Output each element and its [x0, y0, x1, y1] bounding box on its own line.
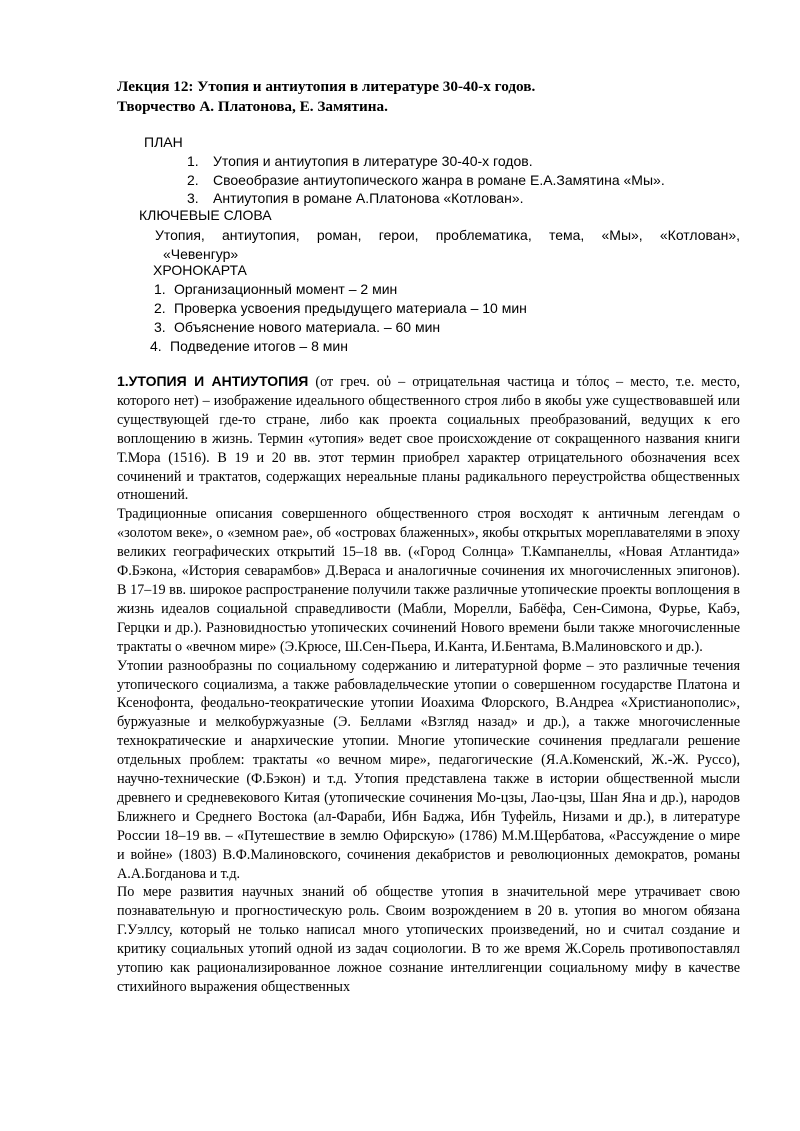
keywords-line-1: Утопия, антиутопия, роман, герои, проблематика, тема, «Мы», «Котлован»,	[155, 227, 740, 243]
chronomap-item	[154, 280, 397, 299]
lecture-title-line-2: Творчество А. Платонова, Е. Замятина.	[117, 98, 388, 115]
plan-heading: ПЛАН	[144, 134, 183, 150]
paragraph-2: Традиционные описания совершенного общественного строя восходят к античным легендам о «золотом веке», о «земном рае», об «островах блаженных», якобы открытых мореплавателями в эпоху великих географических открытий 15–18 вв. («Город Солнца» Т.Кампанеллы, «Новая Атлантида» Ф.Бэкона, «История севарамбов» Д.Вераса и аналогичные сочинения их многочисленных эпигонов). В 17–19 вв. широкое распространение получили также различные утопические проекты воплощения в жизнь идеалов социальной справедливости (Мабли, Морелли, Бабёфа, Сен-Симона, Фурье, Кабэ, Герцки и др.). Разновидностью утопических сочинений Нового времени были также многочисленные трактаты о «вечном мире» (Э.Крюсе, Ш.Сен-Пьера, И.Канта, И.Бентама, В.Малиновского и др.).	[117, 506, 740, 655]
plan-item-number: 3.	[187, 190, 199, 206]
paragraph-1	[117, 372, 740, 505]
chronomap-item-number: 3.	[154, 319, 166, 335]
keywords-line-2: «Чевенгур»	[163, 246, 239, 262]
paragraph-3: Утопии разнообразны по социальному содержанию и литературной форме – это различные течения утопического социализма, а также рабовладельческие утопии о совершенном государстве Платона и Ксенофонта, феодально-теократические утопии Иоахима Флорского, В.Андреа «Христианополис», буржуазные и мелкобуржуазные (Э. Беллами «Взгляд назад» и др.), а также многочисленные технократические и анархические утопии. Многие утопические сочинения предлагали решение отдельных проблем: трактаты «о вечном мире», педагогические (Я.А.Коменский, Ж.-Ж. Руссо), научно-технические (Ф.Бэкон) и т.д. Утопия представлена также в истории общественной мысли древнего и средневекового Китая (утопические сочинения Мо-цзы, Лао-цзы, Шан Яна и др.), народов Ближнего и Среднего Востока (ал-Фараби, Ибн Баджа, Ибн Туфейль, Низами и др.), в литературе России 18–19 вв. – «Путешествие в землю Офирскую» (1786) М.М.Щербатова, «Рассуждение о мире и войне» (1803) В.Ф.Малиновского, сочинения декабристов и революционных демократов, романы А.А.Богданова и т.д.	[117, 657, 740, 882]
keywords-list	[155, 226, 740, 264]
lecture-title-line-1: Лекция 12: Утопия и антиутопия в литературе 30-40-х годов.	[117, 78, 536, 95]
plan-item	[187, 152, 533, 171]
chronomap-item	[154, 299, 527, 318]
chronomap-item-text: Организационный момент – 2 мин	[174, 281, 398, 297]
plan-item-number: 2.	[187, 172, 199, 188]
keywords-heading: КЛЮЧЕВЫЕ СЛОВА	[139, 207, 272, 223]
chronomap-item-text: Объяснение нового материала. – 60 мин	[174, 319, 441, 335]
plan-item-text: Утопия и антиутопия в литературе 30-40-х годов.	[213, 153, 533, 169]
lecture-title	[117, 77, 535, 117]
section-1-title: 1.УТОПИЯ И АНТИУТОПИЯ	[117, 373, 309, 389]
chronomap-item-number: 1.	[154, 281, 166, 297]
section-1-body	[117, 372, 740, 997]
chronomap-item	[150, 337, 348, 356]
chronomap-item-text: Подведение итогов – 8 мин	[170, 338, 348, 354]
chronomap-item-text: Проверка усвоения предыдущего материала – 10 мин	[174, 300, 527, 316]
paragraph-4: По мере развития научных знаний об обществе утопия в значительной мере утрачивает свою познавательную и прогностическую роль. Своим возрождением в 20 в. утопия во многом обязана Г.Уэллсу, который не только написал много утопических произведений, но и считал создание и критику социальных утопий одной из задач социологии. В то же время Ж.Сорель противопоставлял утопию как рационализированное ложное сознание интеллигенции социальному мифу в качестве стихийного выражения общественных	[117, 884, 740, 995]
paragraph-1-text: (от греч. οὐ – отрицательная частица и τόπος – место, т.е. место, которого нет) – изображение идеального общественного строя либо в якобы уже существовавшей или существующей где-то стране, либо как проекта социальных преобразований, ведущих к его воплощению в жизнь. Термин «утопия» ведет свое происхождение от сокращенного названия книги Т.Мора (1516). В 19 и 20 вв. этот термин приобрел характер отрицательного обозначения всех сочинений и трактатов, содержащих нереальные планы радикального переустройства общественных отношений.	[117, 374, 740, 504]
plan-item-number: 1.	[187, 153, 199, 169]
chronomap-item	[154, 318, 440, 337]
plan-item	[187, 171, 665, 190]
chronomap-item-number: 4.	[150, 338, 162, 354]
chronomap-heading: ХРОНОКАРТА	[153, 262, 247, 278]
chronomap-item-number: 2.	[154, 300, 166, 316]
plan-item-text: Своеобразие антиутопического жанра в романе Е.А.Замятина «Мы».	[213, 172, 665, 188]
plan-item-text: Антиутопия в романе А.Платонова «Котлован».	[213, 190, 524, 206]
